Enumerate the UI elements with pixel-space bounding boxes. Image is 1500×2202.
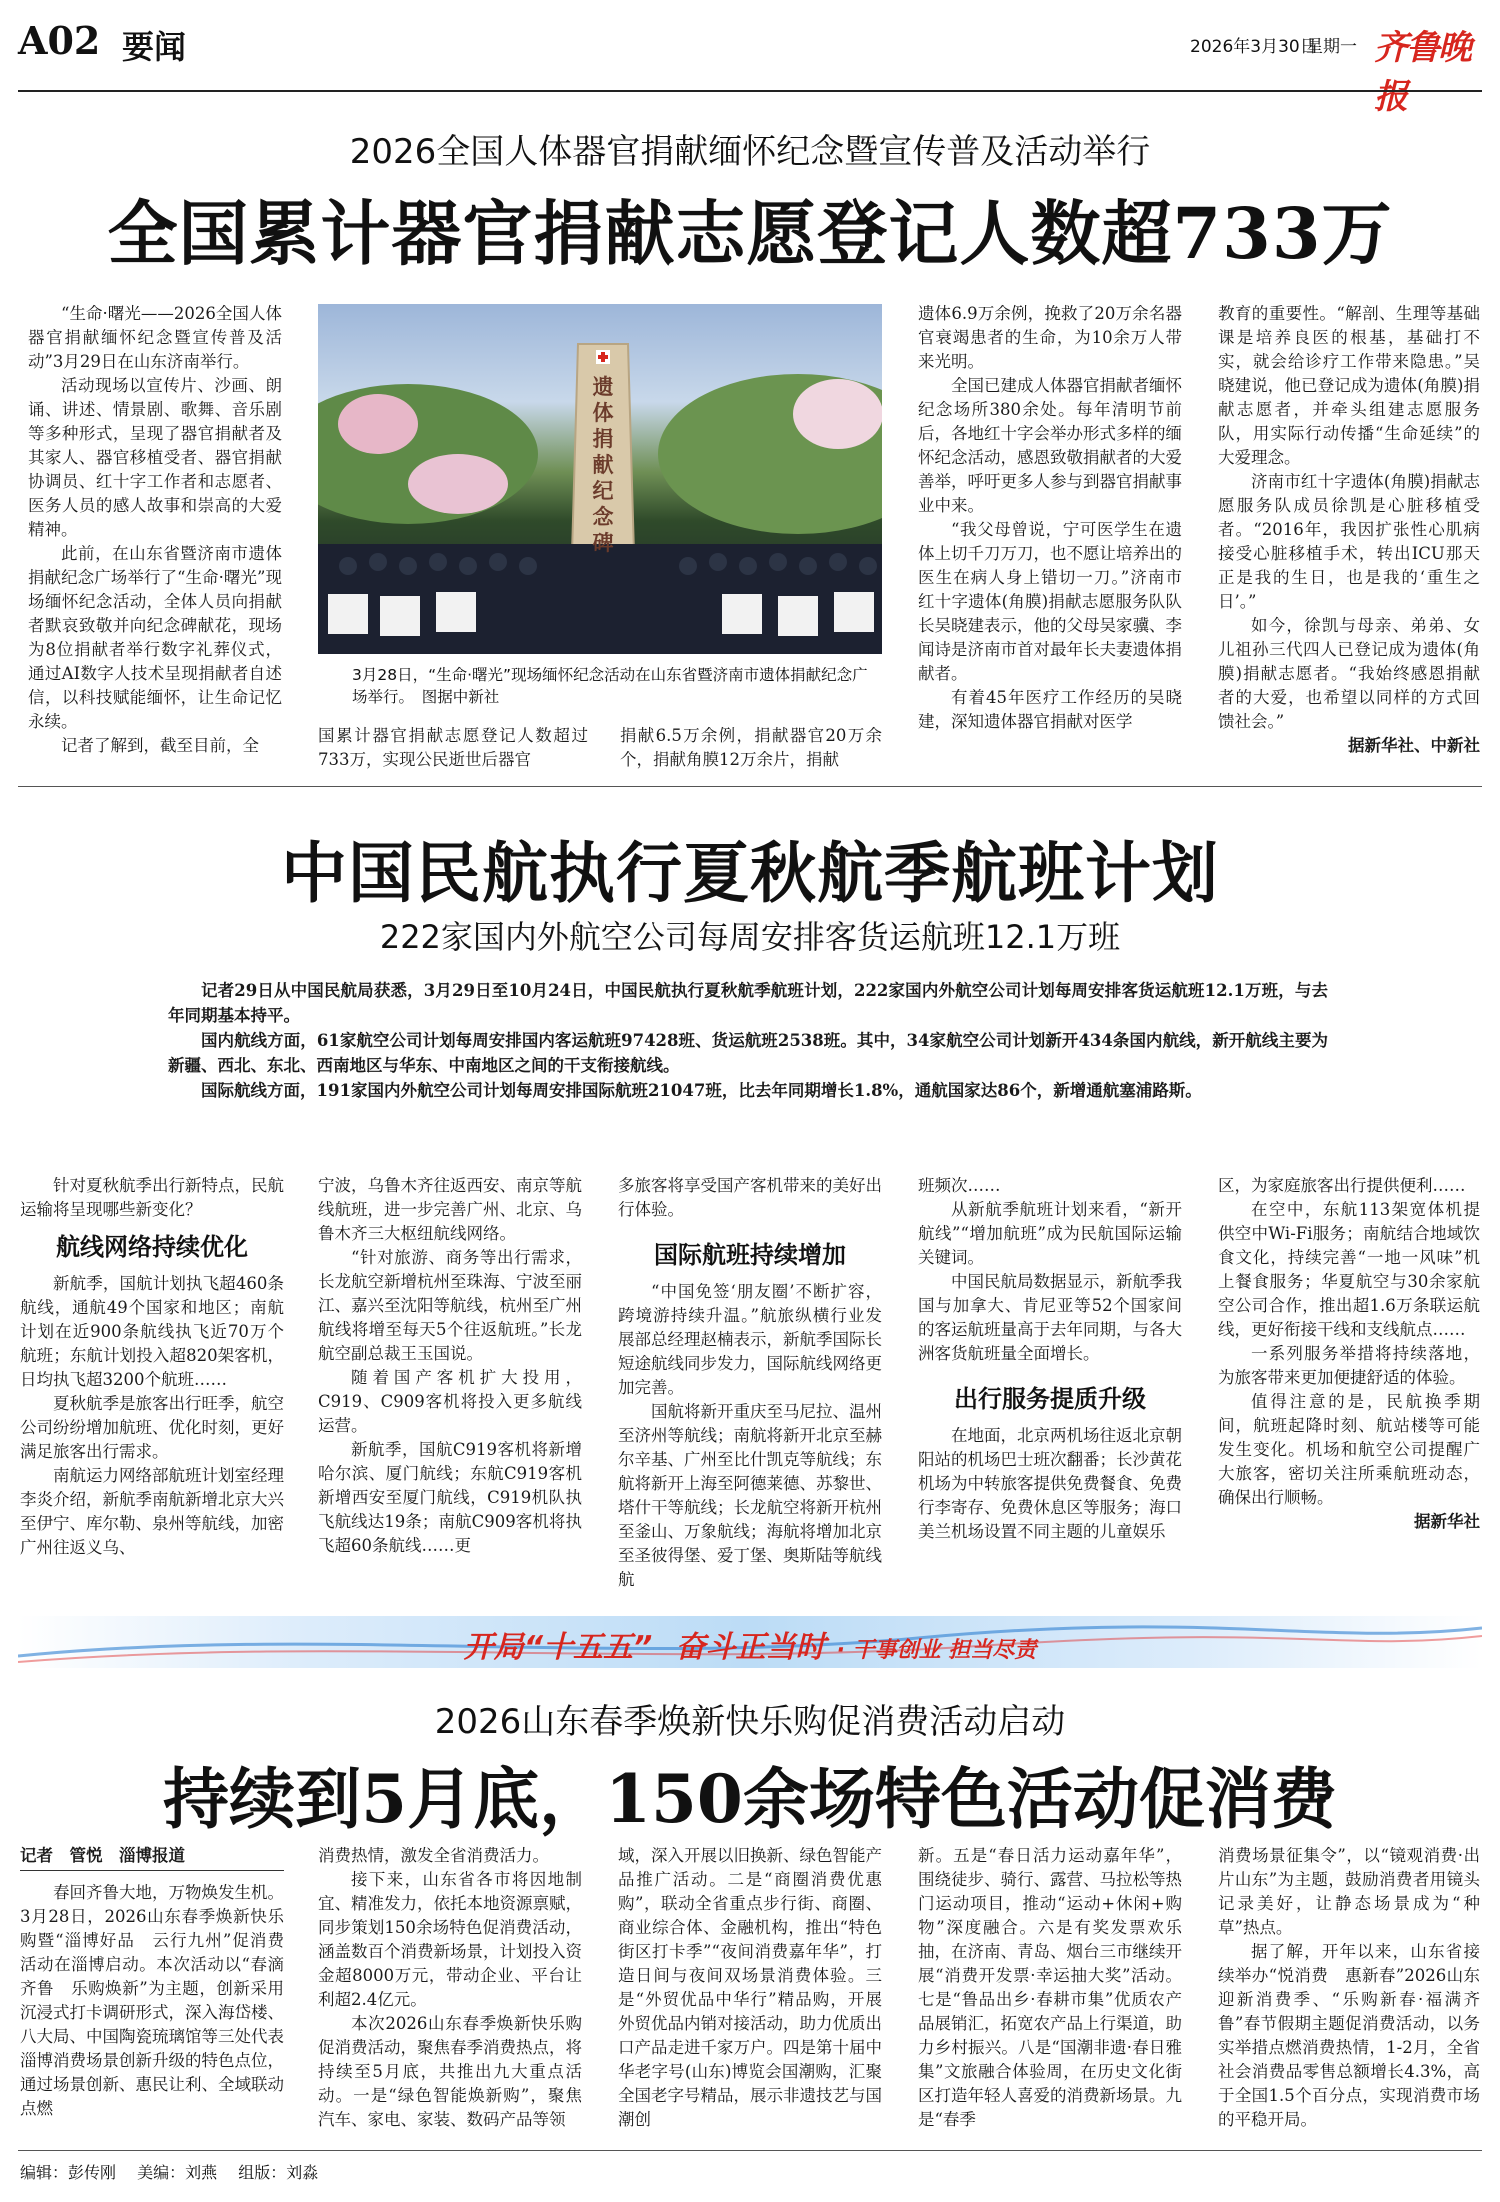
paragraph: 一系列服务举措将持续落地，为旅客带来更加便捷舒适的体验。 xyxy=(1218,1344,1480,1387)
paragraph: 国累计器官捐献志愿登记人数超过733万，实现公民逝世后器官 xyxy=(318,726,588,769)
paragraph: “中国免签‘朋友圈’不断扩容，跨境游持续升温。”航旅纵横行业发展部总经理赵楠表示，新航季国际长短途航线同步发力，国际航线网络更加完善。 xyxy=(618,1282,882,1397)
paragraph: 在地面，北京两机场往返北京朝阳站的机场巴士班次翻番；长沙黄花机场为中转旅客提供免费餐食、免费行李寄存、免费休息区等服务；海口美兰机场设置不同主题的儿童娱乐 xyxy=(918,1426,1182,1541)
paragraph: 记者了解到，截至目前，全 xyxy=(61,736,259,755)
paragraph: 域，深入开展以旧换新、绿色智能产品推广活动。二是“商圈消费优惠购”，联动全省重点步行街、商圈、商业综合体、金融机构，推出“特色街区打卡季”“夜间消费嘉年华”，打造日间与夜间双场景消费体验。三是“外贸优品中华行”精品购，开展外贸优品内销对接活动，助力优质出口产品走进千家万户。四是第十届中华老字号(山东)博览会国潮购，汇聚全国老字号精品，展示非遗技艺与国潮创 xyxy=(618,1846,882,2129)
subheading: 航线网络持续优化 xyxy=(56,1232,248,1261)
article3-byline: 记者 管悦 淄博报道 xyxy=(20,1844,284,1871)
paragraph: 夏秋航季是旅客出行旺季，航空公司纷纷增加航班、优化时刻，更好满足旅客出行需求。 xyxy=(20,1394,284,1461)
article3-kicker: 2026山东春季焕新快乐购促消费活动启动 xyxy=(434,1702,1066,1742)
footer-credits xyxy=(20,2160,318,2183)
banner-text-1: 开局“十五五” xyxy=(463,1630,653,1665)
article2-lead xyxy=(168,978,1328,1103)
paragraph: 新。五是“春日活力运动嘉年华”，围绕徒步、骑行、露营、马拉松等热门运动项目，推动“运动+休闲+购物”深度融合。六是有奖发票欢乐抽，在济南、青岛、烟台三市继续开展“消费开发票·幸运抽大奖”活动。七是“鲁品出乡·春耕市集”优质农产品展销汇，拓宽农产品上行渠道，助力乡村振兴。八是“国潮非遗·春日雅集”文旅融合体验周，在历史文化街区打造年轻人喜爱的消费新场景。九是“春季 xyxy=(918,1846,1182,2129)
banner-text-3: · 干事创业 担当尽责 xyxy=(836,1638,1037,1663)
article2-column-4 xyxy=(918,1174,1182,1544)
paragraph: 此前，在山东省暨济南市遗体捐献纪念广场举行了“生命·曙光”现场缅怀纪念活动，全体人员向捐献者默哀致敬并向纪念碑献花，现场为8位捐献者举行数字礼葬仪式，通过AI数字人技术呈现捐献者自述信，以科技赋能缅怀，让生命记忆永续。 xyxy=(28,544,282,731)
paragraph: 如今，徐凯与母亲、弟弟、女儿祖孙三代四人已登记成为遗体(角膜)捐献志愿者。“我始终感恩捐献者的大爱，也希望以同样的方式回馈社会。” xyxy=(1218,616,1480,731)
article3-column-2 xyxy=(318,1844,582,2132)
paragraph: “针对旅游、商务等出行需求，长龙航空新增杭州至珠海、宁波至丽江、嘉兴至沈阳等航线，杭州至广州航线将增至每天5个往返航班。”长龙航空副总裁王玉国说。 xyxy=(318,1248,582,1363)
article1-kicker: 2026全国人体器官捐献缅怀纪念暨宣传普及活动举行 xyxy=(349,132,1151,172)
paragraph: 教育的重要性。“解剖、生理等基础课是培养良医的根基，基础打不实，就会给诊疗工作带来隐患。”吴晓建说，他已登记成为遗体(角膜)捐献志愿者，并牵头组建志愿服务队，用实际行动传播“生命延续”的大爱理念。 xyxy=(1218,304,1480,467)
article2-column-1 xyxy=(20,1174,284,1560)
issue-date: 2026年3月30日 xyxy=(1190,37,1317,57)
article2-column-3 xyxy=(618,1174,882,1592)
paragraph: 国内航线方面，61家航空公司计划每周安排国内客运航班97428班、货运航班2538班。其中，34家航空公司计划新开434条国内航线，新开航线主要为新疆、西北、东北、西南地区与华东、中南地区之间的干支衔接航线。 xyxy=(168,1031,1328,1075)
paragraph: 从新航季航班计划来看，“新开航线”“增加航班”成为民航国际运输关键词。 xyxy=(918,1200,1182,1267)
masthead xyxy=(18,14,1482,117)
footer-layout-editor: 组版：刘淼 xyxy=(238,2163,319,2182)
article3-column-5 xyxy=(1218,1844,1480,2132)
paragraph: 接下来，山东省各市将因地制宜、精准发力，依托本地资源禀赋，同步策划150余场特色促消费活动，涵盖数百个消费新场景，计划投入资金超8000万元，带动企业、平台让利超2.4亿元。 xyxy=(318,1870,582,2009)
paragraph: 新航季，国航C919客机将新增哈尔滨、厦门航线；东航C919客机新增西安至厦门航线，C919机队执飞航线达19条；南航C909客机将执飞超60条航线……更 xyxy=(318,1440,582,1555)
paragraph: 消费热情，激发全省消费活力。 xyxy=(318,1846,549,1865)
paragraph: 济南市红十字遗体(角膜)捐献志愿服务队成员徐凯是心脏移植受者。“2016年，我因扩张性心肌病接受心脏移植手术，转出ICU那天正是我的生日，也是我的‘重生之日’。” xyxy=(1218,472,1480,611)
footer-rule xyxy=(18,2150,1482,2151)
paragraph: 南航运力网络部航班计划室经理李炎介绍，新航季南航新增北京大兴至伊宁、库尔勒、泉州等航线，加密广州往返义乌、 xyxy=(20,1466,284,1557)
article3-column-4 xyxy=(918,1844,1182,2132)
paragraph: 捐献6.5万余例，捐献器官20万余个，捐献角膜12万余片，捐献 xyxy=(620,726,882,769)
paragraph: 中国民航局数据显示，新航季我国与加拿大、肯尼亚等52个国家间的客运航班量高于去年同期，与各大洲客货航班量全面增长。 xyxy=(918,1272,1182,1363)
article1-column-4 xyxy=(1218,302,1480,758)
paragraph: 遗体6.9万余例，挽救了20万余名器官衰竭患者的生命，为10余万人带来光明。 xyxy=(918,304,1182,371)
page-code: A02 xyxy=(18,18,101,63)
article3-column-1 xyxy=(20,1844,284,2121)
article1-source: 据新华社、中新社 xyxy=(1348,736,1480,755)
paragraph: “我父母曾说，宁可医学生在遗体上切千刀万刀，也不愿让培养出的医生在病人身上错切一刀。”济南市红十字遗体(角膜)捐献志愿服务队队长吴晓建表示，他的父母吴家骥、李闻诗是济南市首对最年长夫妻遗体捐献者。 xyxy=(918,520,1182,683)
subheading: 出行服务提质升级 xyxy=(954,1384,1146,1413)
banner-text-row xyxy=(18,1622,1482,1666)
divider xyxy=(18,786,1482,787)
issue-weekday: 星期一 xyxy=(1306,37,1357,57)
paragraph: 值得注意的是，民航换季期间，航班起降时刻、航站楼等可能发生变化。机场和航空公司提醒广大旅客，密切关注所乘航班动态，确保出行顺畅。 xyxy=(1218,1392,1480,1507)
paragraph: 有着45年医疗工作经历的吴晓建，深知遗体器官捐献对医学 xyxy=(918,688,1182,731)
paragraph: 新航季，国航计划执飞超460条航线，通航49个国家和地区；南航计划在近900条航线执飞近70万个航班；东航计划投入超820架客机，日均执飞超3200个航班…… xyxy=(20,1274,284,1389)
paragraph: 随着国产客机扩大投用，C919、C909客机将投入更多航线运营。 xyxy=(318,1368,582,1435)
section-name: 要闻 xyxy=(122,28,187,66)
article2-source: 据新华社 xyxy=(1414,1512,1480,1531)
article2-column-5 xyxy=(1218,1174,1480,1534)
paragraph: “生命·曙光——2026全国人体器官捐献缅怀纪念暨宣传普及活动”3月29日在山东济南举行。 xyxy=(28,304,282,371)
paragraph: 针对夏秋航季出行新特点，民航运输将呈现哪些新变化？ xyxy=(20,1176,284,1219)
subheading: 国际航班持续增加 xyxy=(654,1240,846,1269)
paper-logo: 齐鲁晚报 xyxy=(1374,28,1470,117)
campaign-banner xyxy=(18,1616,1482,1668)
article2-column-2 xyxy=(318,1174,582,1558)
article3-headline: 持续到5月底，150余场特色活动促消费 xyxy=(163,1760,1337,1838)
article1-headline: 全国累计器官捐献志愿登记人数超733万 xyxy=(107,192,1393,275)
article1-column-3 xyxy=(918,302,1182,734)
article1-column-1 xyxy=(28,302,282,758)
article1-under-photo-right xyxy=(620,724,882,772)
paragraph: 全国已建成人体器官捐献者缅怀纪念场所380余处。每年清明节前后，各地红十字会举办形式多样的缅怀纪念活动，感恩致敬捐献者的大爱善举，呼吁更多人参与到器官捐献事业中来。 xyxy=(918,376,1182,515)
paragraph: 春回齐鲁大地，万物焕发生机。3月28日，2026山东春季焕新快乐购暨“淄博好品 云行九州”促消费活动在淄博启动。本次活动以“春滴齐鲁 乐购焕新”为主题，创新采用沉浸式打卡调研形式，深入海岱楼、八大局、中国陶瓷琉璃馆等三处代表淄博消费场景创新升级的特色点位，通过场景创新、惠民让利、全域联动点燃 xyxy=(20,1883,284,2118)
article1-photo-caption: 3月28日，“生命·曙光”现场缅怀纪念活动在山东省暨济南市遗体捐献纪念广场举行。 图据中新社 xyxy=(352,666,868,706)
paragraph: 记者29日从中国民航局获悉，3月29日至10月24日，中国民航执行夏秋航季航班计划，222家国内外航空公司计划每周安排客货运航班12.1万班，与去年同期基本持平。 xyxy=(168,981,1328,1025)
paragraph: 活动现场以宣传片、沙画、朗诵、讲述、情景剧、歌舞、音乐剧等多种形式，呈现了器官捐献者及其家人、器官移植受者、器官捐献协调员、红十字工作者和志愿者、医务人员的感人故事和崇高的大爱精神。 xyxy=(28,376,282,539)
masthead-rule xyxy=(18,90,1482,92)
paragraph: 在空中，东航113架宽体机提供空中Wi-Fi服务；南航结合地域饮食文化，持续完善“一地一风味”机上餐食服务；华夏航空与30余家航空公司合作，推出超1.6万条联运航线，更好衔接干线和支线航点…… xyxy=(1218,1200,1480,1339)
paragraph: 国航将新开重庆至马尼拉、温州至济州等航线；南航将新开北京至赫尔辛基、广州至比什凯克等航线；东航将新开上海至阿德莱德、苏黎世、塔什干等航线；长龙航空将新开杭州至釜山、万象航线；海航将增加北京至圣彼得堡、爱丁堡、奥斯陆等航线航 xyxy=(618,1402,882,1589)
paragraph: 班频次…… xyxy=(918,1176,1001,1195)
paragraph: 多旅客将享受国产客机带来的美好出行体验。 xyxy=(618,1176,882,1219)
paragraph: 消费场景征集令”，以“镜观消费·出片山东”为主题，鼓励消费者用镜头记录美好，让静态场景成为“种草”热点。 xyxy=(1218,1846,1480,1937)
article2-subhead: 222家国内外航空公司每周安排客货运航班12.1万班 xyxy=(379,918,1121,956)
banner-text-2: 奋斗正当时 xyxy=(675,1630,826,1665)
paragraph: 据了解，开年以来，山东省接续举办“悦消费 惠新春”2026山东迎新消费季、“乐购新春·福满齐鲁”春节假期主题促消费活动，以务实举措点燃消费热情，1-2月，全省社会消费品零售总额增长4.3%，高于全国1.5个百分点，实现消费市场的平稳开局。 xyxy=(1218,1942,1480,2129)
paragraph: 本次2026山东春季焕新快乐购促消费活动，聚焦春季消费热点，将持续至5月底，共推出九大重点活动。一是“绿色智能焕新购”，聚焦汽车、家电、家装、数码产品等领 xyxy=(318,2014,582,2129)
footer-art-editor: 美编：刘燕 xyxy=(137,2163,218,2182)
paragraph: 宁波，乌鲁木齐往返西安、南京等航线航班，进一步完善广州、北京、乌鲁木齐三大枢纽航线网络。 xyxy=(318,1176,582,1243)
paragraph: 区，为家庭旅客出行提供便利…… xyxy=(1218,1176,1466,1195)
monument-inscription: 遗体捐献纪念碑 xyxy=(592,374,614,555)
paragraph: 国际航线方面，191家国内外航空公司计划每周安排国际航班21047班，比去年同期增长1.8%，通航国家达86个，新增通航塞浦路斯。 xyxy=(201,1081,1202,1100)
article1-under-photo-left xyxy=(318,724,588,772)
article1-photo xyxy=(318,304,882,654)
footer-editor: 编辑：彭传刚 xyxy=(20,2163,117,2182)
article3-column-3 xyxy=(618,1844,882,2132)
article2-headline: 中国民航执行夏秋航季航班计划 xyxy=(281,834,1219,912)
